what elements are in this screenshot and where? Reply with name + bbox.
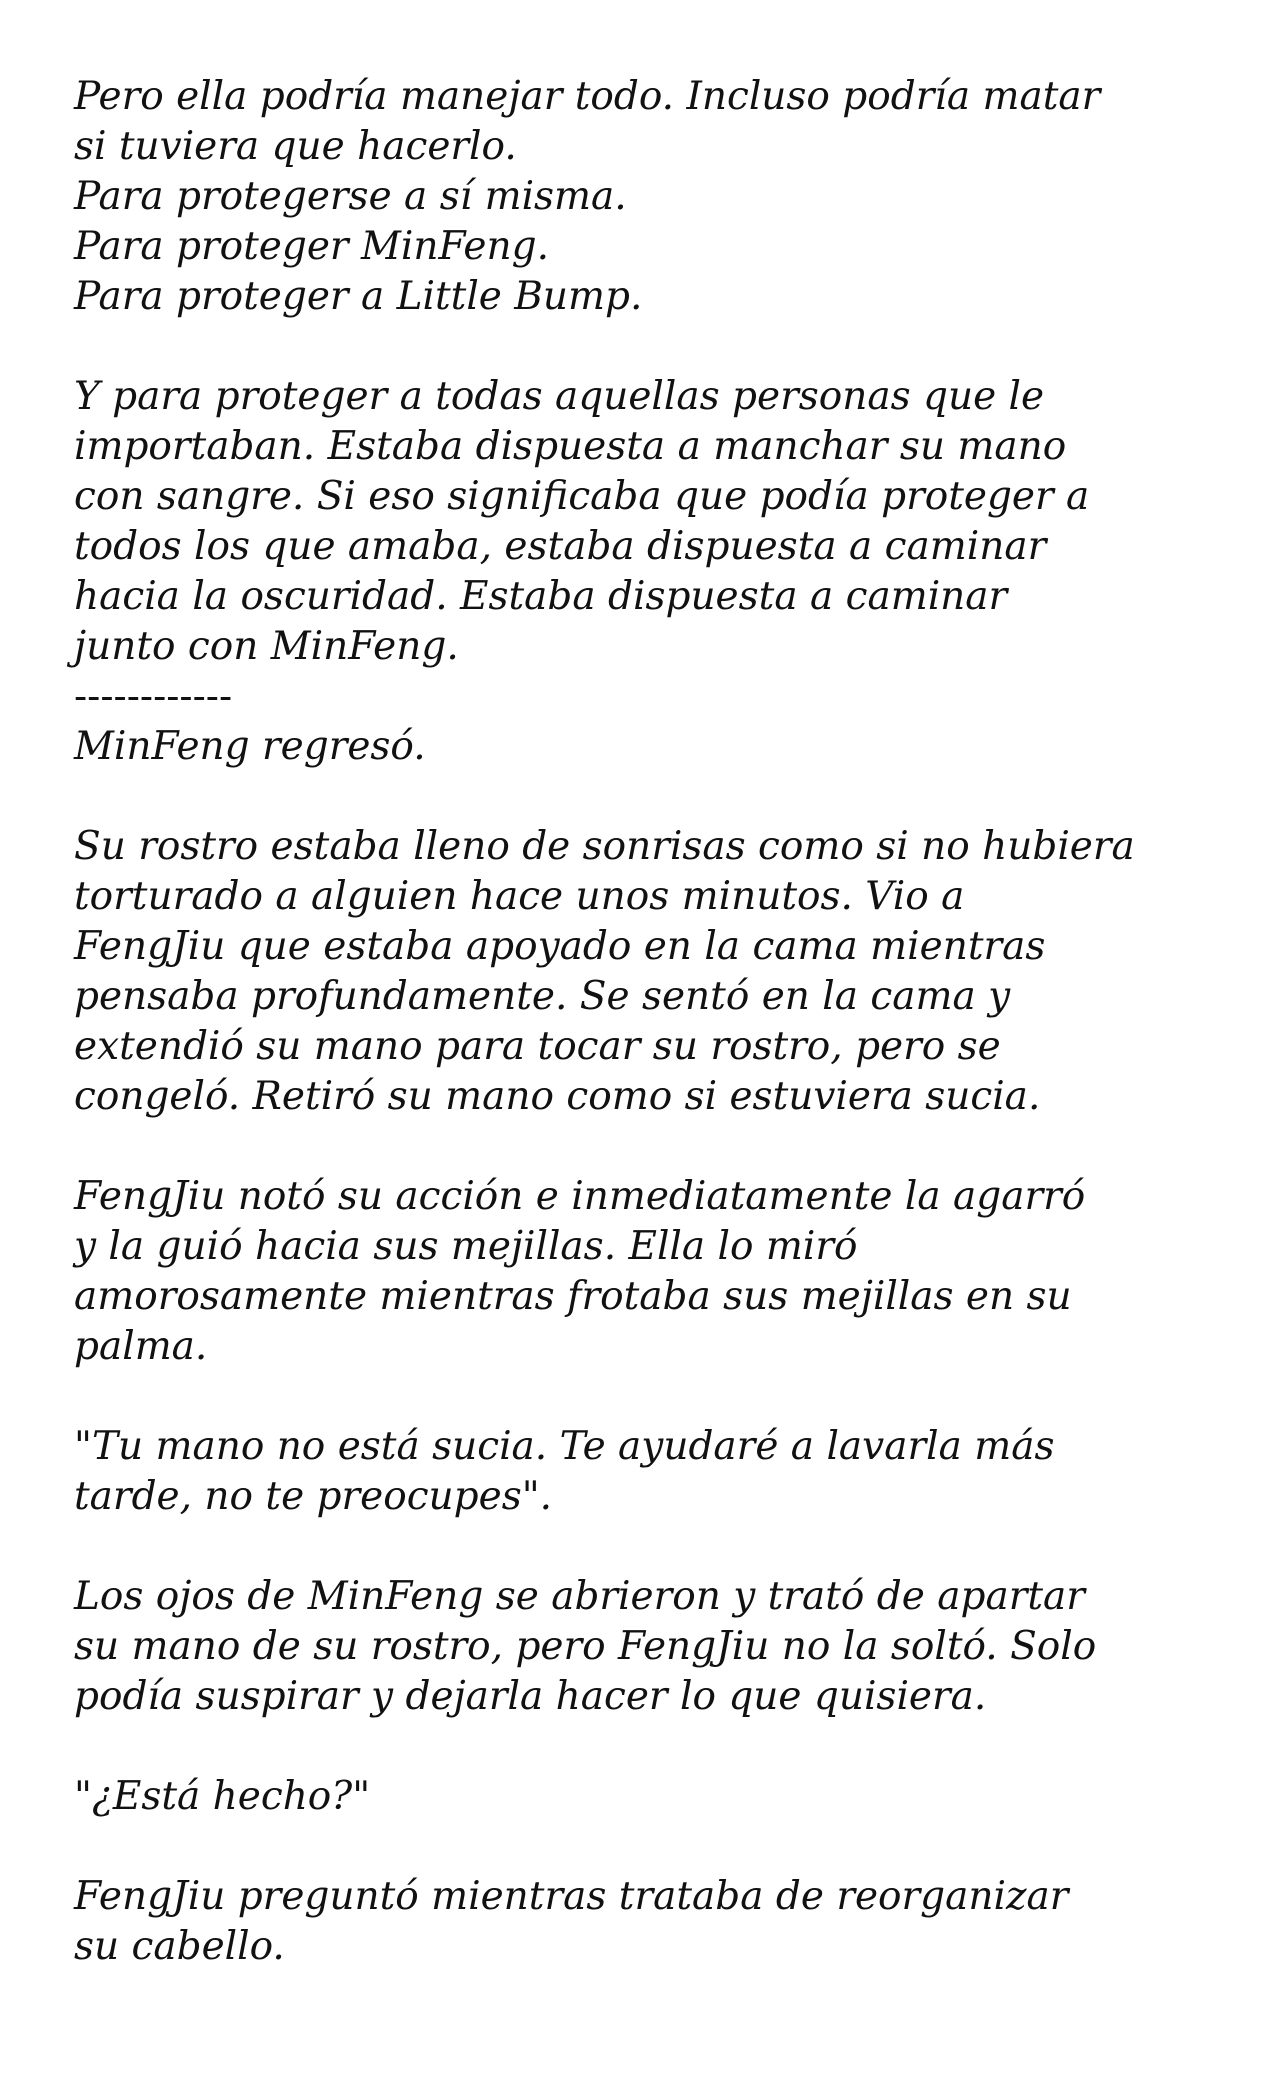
section-separator: ------------ — [74, 674, 233, 719]
text-line: importaban. Estaba dispuesta a manchar su mano — [74, 424, 1067, 469]
text-line: pensaba profundamente. Se sentó en la cama y — [74, 974, 1011, 1019]
text-line: tarde, no te preocupes". — [74, 1474, 553, 1519]
text-line: su cabello. — [74, 1924, 285, 1969]
text-line: palma. — [74, 1324, 208, 1369]
text-line: Los ojos de MinFeng se abrieron y trató de apartar — [74, 1574, 1085, 1619]
text-line: Su rostro estaba lleno de sonrisas como si no hubiera — [74, 824, 1135, 869]
text-line: Para proteger a Little Bump. — [74, 274, 643, 319]
text-line: amorosamente mientras frotaba sus mejillas en su — [74, 1274, 1072, 1319]
text-line: FengJiu notó su acción e inmediatamente la agarró — [74, 1174, 1086, 1219]
text-line: extendió su mano para tocar su rostro, pero se — [74, 1024, 1001, 1069]
text-line: hacia la oscuridad. Estaba dispuesta a caminar — [74, 574, 1008, 619]
text-line: con sangre. Si eso significaba que podía proteger a — [74, 474, 1090, 519]
text-line: podía suspirar y dejarla hacer lo que quisiera. — [74, 1674, 987, 1719]
text-line: su mano de su rostro, pero FengJiu no la soltó. Solo — [74, 1624, 1097, 1669]
paragraph-gap — [74, 322, 1214, 372]
text-line: Para protegerse a sí misma. — [74, 174, 627, 219]
text-line: FengJiu preguntó mientras trataba de reorganizar — [74, 1874, 1069, 1919]
text-line: "Tu mano no está sucia. Te ayudaré a lavarla más — [74, 1424, 1055, 1469]
text-line: junto con MinFeng. — [74, 624, 459, 669]
text-line: torturado a alguien hace unos minutos. Vio a — [74, 874, 965, 919]
text-line: si tuviera que hacerlo. — [74, 124, 517, 169]
text-line: todos los que amaba, estaba dispuesta a caminar — [74, 524, 1047, 569]
paragraph-gap — [74, 1522, 1214, 1572]
text-line: Y para proteger a todas aquellas personas que le — [74, 374, 1045, 419]
text-line: "¿Está hecho?" — [74, 1774, 371, 1819]
paragraph-gap — [74, 772, 1214, 822]
text-line: y la guió hacia sus mejillas. Ella lo miró — [74, 1224, 858, 1269]
text-line: Pero ella podría manejar todo. Incluso podría matar — [74, 74, 1101, 119]
paragraph-gap — [74, 1122, 1214, 1172]
text-line: FengJiu que estaba apoyado en la cama mientras — [74, 924, 1046, 969]
text-line: congeló. Retiró su mano como si estuviera sucia. — [74, 1074, 1041, 1119]
text-line: Para proteger MinFeng. — [74, 224, 549, 269]
text-line: MinFeng regresó. — [74, 724, 426, 769]
paragraph-gap — [74, 1822, 1214, 1872]
paragraph-gap — [74, 1372, 1214, 1422]
document-body — [74, 72, 1214, 1972]
paragraph-gap — [74, 1722, 1214, 1772]
